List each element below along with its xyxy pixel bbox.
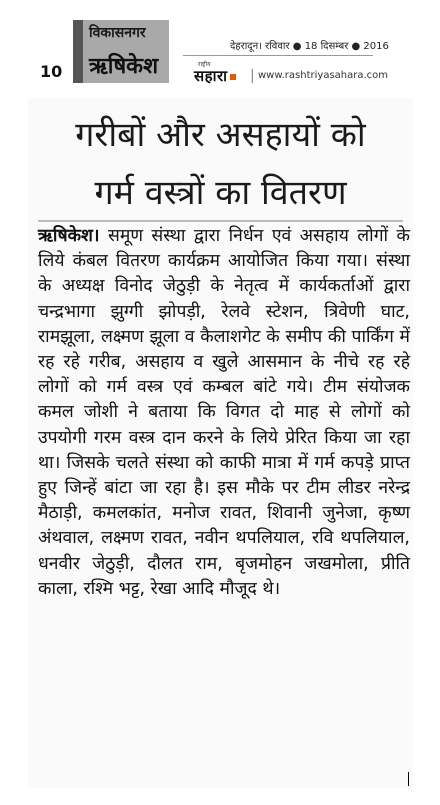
headline: [28, 106, 413, 222]
headline-line-1: गरीबों और असहायों को: [75, 115, 366, 155]
edge-mark: [408, 772, 409, 786]
section-subtitle: विकासनगर: [89, 25, 146, 41]
headline-line-2: गर्म वस्त्रों का वितरण: [94, 173, 347, 213]
brand-logo: [194, 66, 236, 86]
headline-divider: [38, 220, 403, 222]
section-banner: [73, 20, 169, 83]
dateline-city: ऋषिकेश।: [38, 226, 100, 246]
brand-name: सहारा: [194, 67, 228, 85]
website-url: www.rashtriyasahara.com: [258, 70, 389, 81]
brand-tagline: राष्ट्रीय: [198, 61, 211, 68]
article-body-text: समूण संस्था द्वारा निर्धन एवं असहाय लोगों के लिये कंबल वितरण कार्यक्रम आयोजित किया गया। संस्था के अध्यक्ष विनोद जेठुड़ी के नेतृत्व में कार्यकर्ताओं द्वारा चन्द्रभागा झुग्गी झोपड़ी, रेलवे स्टेशन, त्रिवेणी घाट, रामझूला, लक्ष्मण झूला व कैलाशगेट के समीप की पार्किंग में रह रहे गरीब, असहाय व खुले आसमान के नीचे रह रहे लोगों को गर्म वस्त्र एवं कम्बल बांटे गये। टीम संयोजक कमल जोशी ने बताया कि विगत दो माह से लोगों को उपयोगी गरम वस्त्र दान करने के लिये प्रेरित किया जा रहा था। जिसके चलते संस्था को काफी मात्रा में गर्म कपड़े प्राप्त हुए जिन्हें बांटा जा रहा है। इस मौके पर टीम लीडर नरेन्द्र मैठाड़ी, कमलकांत, मनोज रावत, शिवानी जुनेजा, कृष्ण अंथवाल, लक्ष्मण रावत, नवीन थपलियाल, रवि थपलियाल, धनवीर जेठुड़ी, दौलत राम, बृजमोहन जखमोला, प्रीति काला, रश्मि भट्ट, रेखा आदि मौजूद थे।: [38, 226, 410, 599]
section-banner-stripe: [73, 20, 83, 83]
issue-dateline: देहरादून। रविवार ● 18 दिसम्बर ● 2016: [230, 41, 389, 52]
brand-accent-mark: [230, 74, 236, 80]
article-clipping: [28, 98, 413, 788]
masthead-rule: [183, 55, 373, 56]
section-title: ऋषिकेश: [89, 54, 159, 79]
article-body: [38, 224, 410, 602]
brand-separator: |: [250, 68, 255, 84]
page-number: 10: [40, 62, 63, 81]
